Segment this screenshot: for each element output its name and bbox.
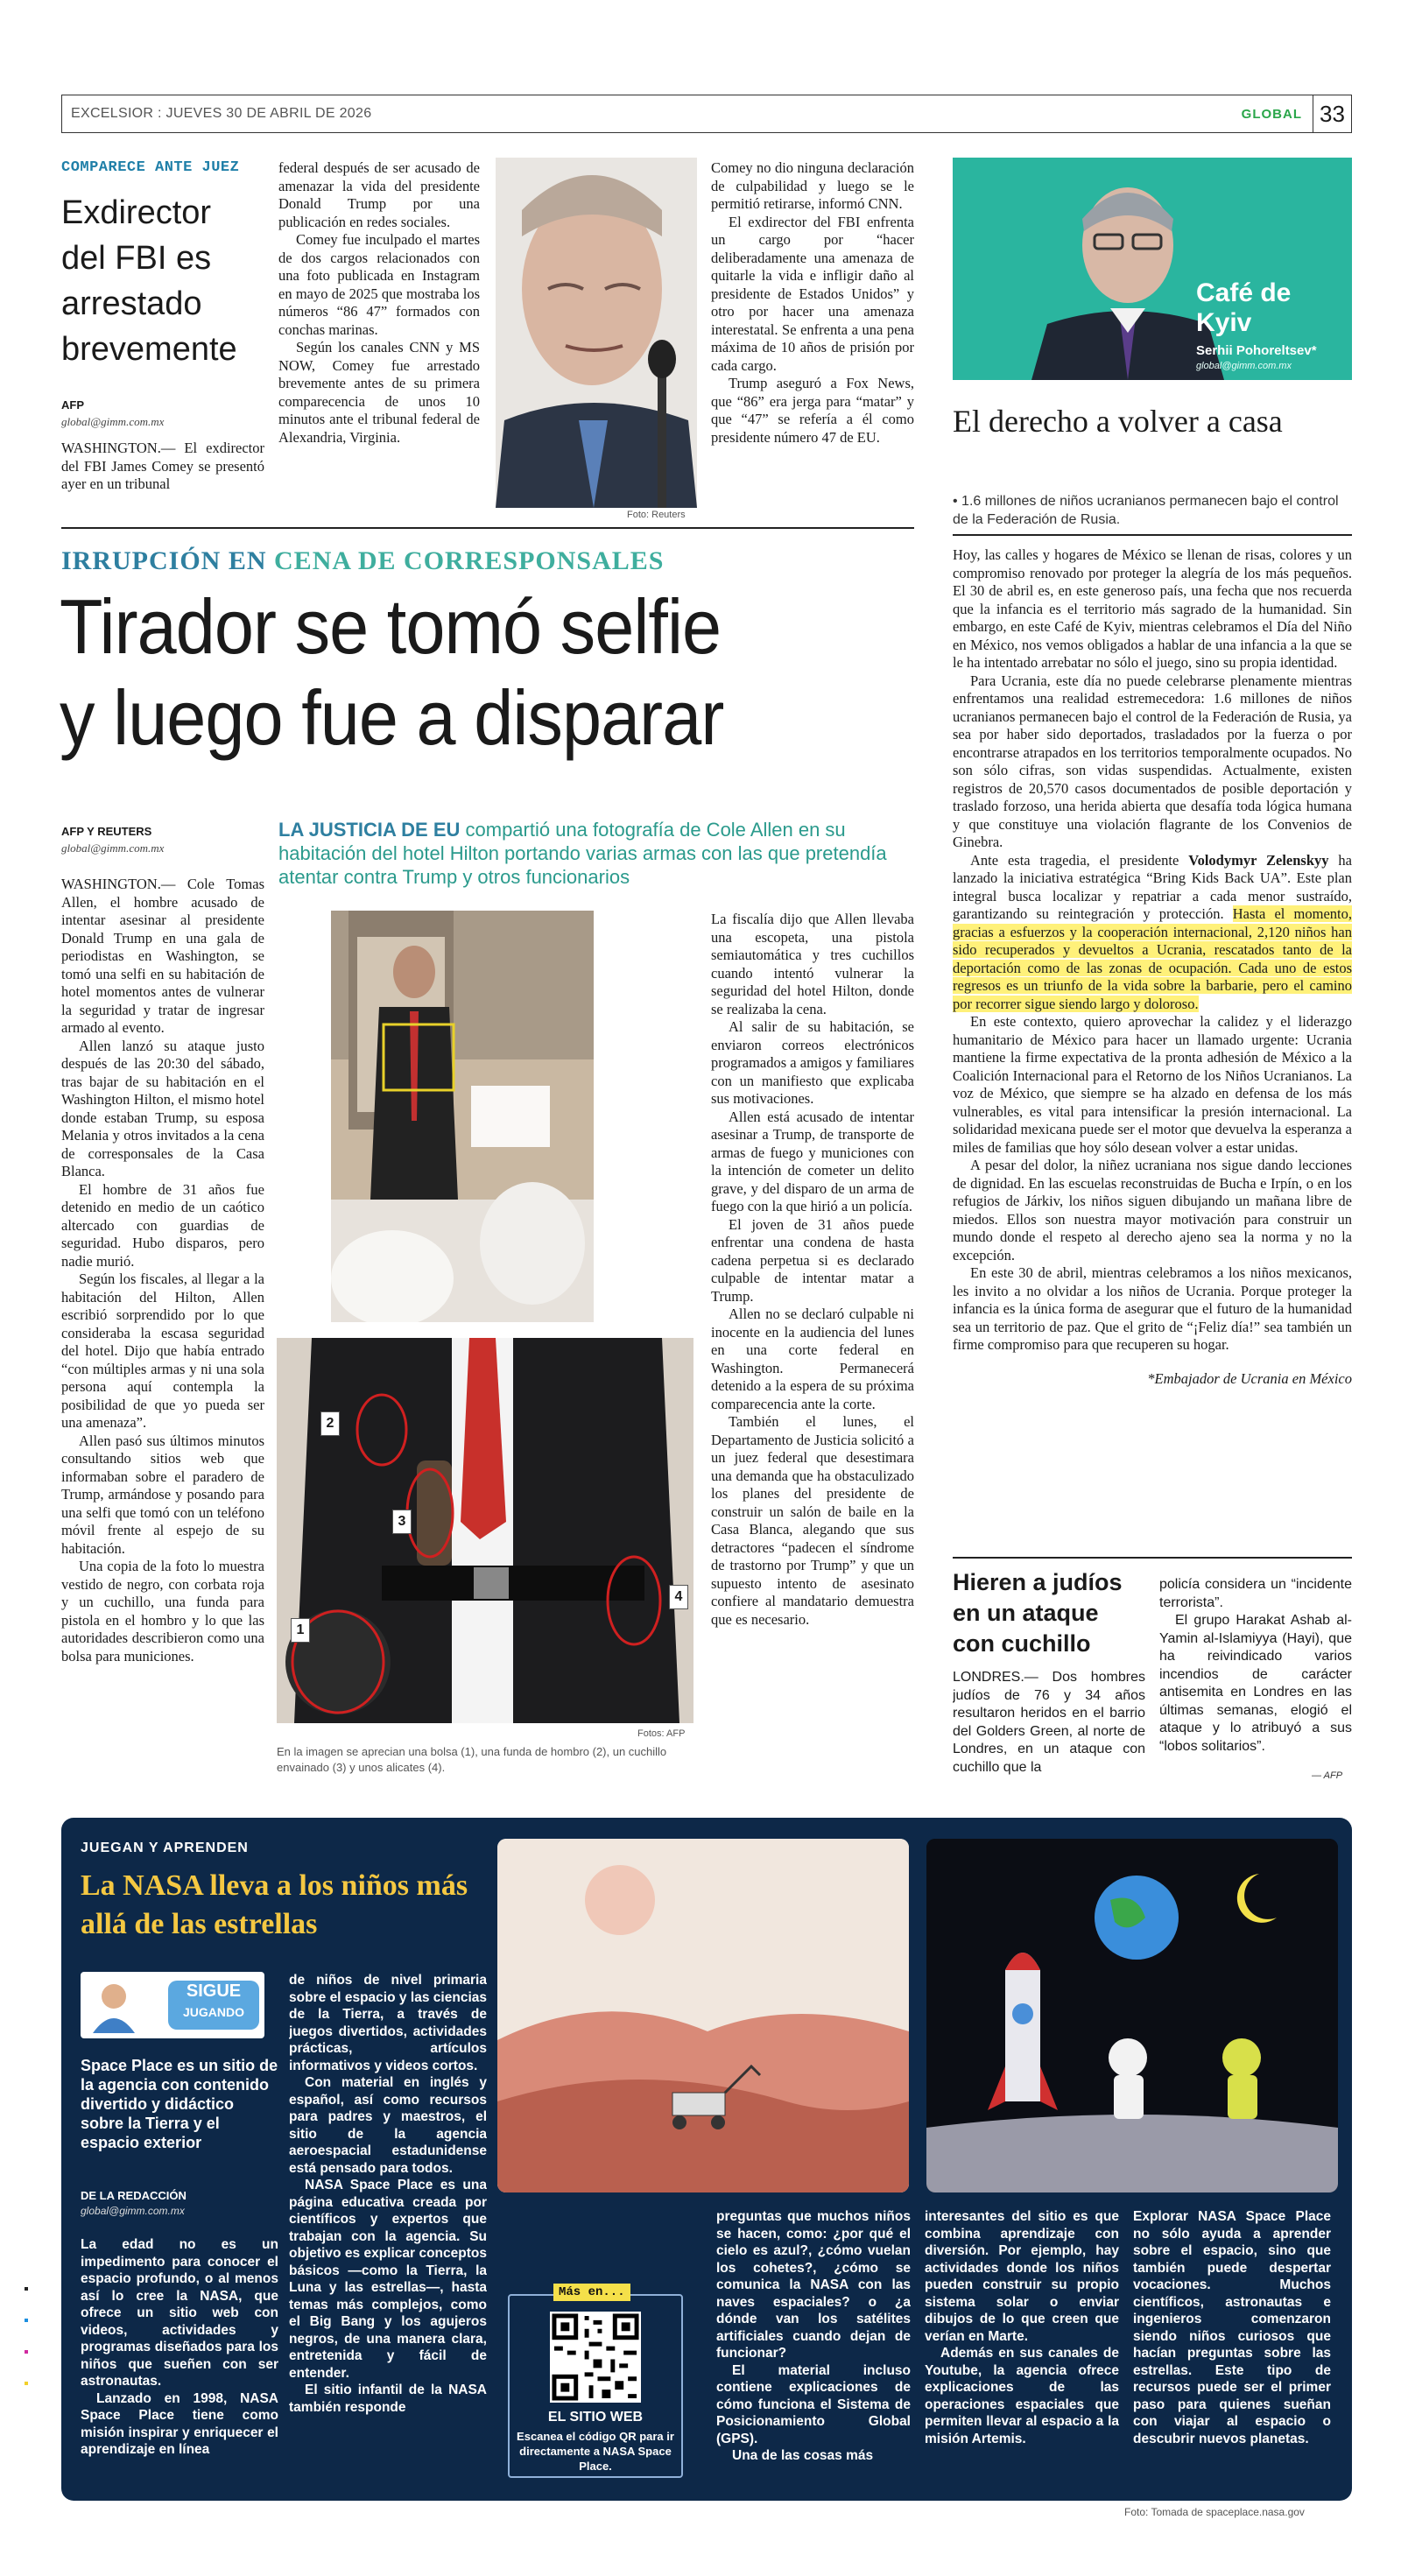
shooter-paragraph: También el lunes, el Departamento de Justicia solicitó a un juez federal que desestimara una demanda que ha obstaculizado los planes del presidente de construir un salón de baile en la Casa Blanca, alegando que sus detractores “padecen el síndrome de trastorno por Trump” y que un supuesto intento de asesinato confiere al mandatario demuestra que es necesario.	[711, 1413, 914, 1628]
london-paragraph: policía considera un “incidente terrorista”.	[1159, 1577, 1352, 1610]
comey-byline: AFP	[61, 398, 84, 412]
london-paragraph: El grupo Harakat Ashab al-Yamin al-Islamiyya (Hayi), que ha reivindicado varios incendios de carácter antisemita en Londres en las últimas semanas, elogió el ataque y lo atribuyó a sus “lobos solitarios”.	[1159, 1613, 1352, 1754]
opinion-column-name: Café de Kyiv	[1196, 278, 1292, 337]
page-header	[61, 95, 1352, 133]
shooter-paragraph: Allen está acusado de intentar asesinar a Trump, de transporte de armas de fuego y municiones con la intención de cometer un delito grave, y del disparo de un arma de fuego con la que hirió a un policía.	[711, 1108, 914, 1214]
comey-photo-credit: Foto: Reuters	[627, 510, 686, 520]
child-icon	[86, 1977, 142, 2033]
registration-dot	[25, 2382, 28, 2385]
shooter-subhead-text: compartió una fotografía de Cole Allen en su habitación del hotel Hilton portando varias armas con las que pretendía atentar contra Trump y otros funcionarios	[278, 819, 887, 888]
sigue-jugando-logo	[81, 1972, 264, 2038]
opinion-banner	[953, 158, 1352, 380]
opinion-name-bold: Volodymyr Zelenskyy	[1188, 851, 1329, 869]
nasa-col5	[925, 2208, 1119, 2488]
nasa-col1	[81, 2236, 278, 2481]
london-col2	[1159, 1576, 1352, 1777]
nasa-headline: La NASA lleva a los niños más allá de las estrellas	[81, 1869, 468, 1940]
comey-paragraph: El exdirector del FBI enfrenta un cargo por “hacer deliberadamente una amenaza de quitarle la vida e infligir daño al presidente de Estados Unidos” y otro por hacer una amenaza interestatal. Se enfrenta a una pena máxima de 10 años de prisión por cada cargo.	[711, 213, 914, 374]
comey-paragraph: federal después de ser acusado de amenazar la vida del presidente Donald Trump por una publicación en redes sociales.	[278, 159, 480, 230]
shooter-byline-block	[61, 825, 164, 855]
shooter-headline-line2: y luego fue a disparar	[60, 674, 724, 761]
shooter-kicker-b: CENA DE CORRESPONSALES	[274, 546, 665, 575]
logo-word-2: JUGANDO	[182, 2005, 244, 2019]
shooter-paragraph: Una copia de la foto lo muestra vestido de negro, con corbata roja y un cuchillo, una funda para pistola en el hombro y lo que las autoridades describieron como una bolsa para municiones.	[61, 1558, 264, 1665]
shooter-paragraph: El hombre de 31 años fue detenido en medio de un caótico altercado con guardias de seguridad. Hubo disparos, pero nadie murió.	[61, 1180, 264, 1270]
nasa-col4	[716, 2208, 911, 2488]
london-lead: LONDRES.— Dos hombres judíos de 76 y 34 años resultaron heridos en el barrio del Golders Green, al norte de Londres, en un ataque con cuchillo que la	[953, 1670, 1145, 1775]
marker-1: 1	[291, 1618, 310, 1643]
nasa-photo-credit: Foto: Tomada de spaceplace.nasa.gov	[1124, 2506, 1305, 2518]
comey-paragraph: Comey no dio ninguna declaración de culpabilidad y luego se le permitió retirarse, informó CNN.	[711, 159, 914, 212]
space-drawing	[926, 1839, 1338, 2192]
comey-paragraph: Comey fue inculpado el martes de dos cargos relacionados con una foto publicada en Instagram en mayo de 2025 que mostraba los números “86 47” formados con conchas marinas.	[278, 231, 480, 338]
shooter-kicker	[61, 546, 664, 576]
nasa-paragraph: interesantes del sitio es que combina aprendizaje con diversión. Por ejemplo, hay actividades donde los niños pueden construir su propio sistema solar o enviar dibujos de lo que creen que verían en Marte.	[925, 2209, 1119, 2344]
shooter-paragraph: WASHINGTON.— Cole Tomas Allen, el hombre acusado de intentar asesinar al presidente Donald Trump en una gala de periodistas en Washington, se tomó una selfi en su habitación de hotel momentos antes de vulnerar la seguridad y tratar de ingresar armado al evento.	[61, 876, 264, 1036]
shooter-paragraph: Al salir de su habitación, se enviaron correos electrónicos programados a amigos y familiares con un manifiesto que explicaba sus motivaciones.	[711, 1018, 914, 1107]
qr-code[interactable]	[550, 2312, 641, 2403]
nasa-feature-box	[61, 1818, 1352, 2501]
comey-paragraph: Según los canales CNN y MS NOW, Comey fue arrestado brevemente antes de su primera comparecencia de unos 10 minutos ante el tribunal federal de Alexandria, Virginia.	[278, 339, 480, 446]
marker-4: 4	[669, 1585, 688, 1609]
header-section: GLOBAL	[1241, 106, 1302, 122]
opinion-author: Serhii Pohoreltsev*	[1196, 343, 1317, 358]
author-portrait	[1031, 158, 1224, 380]
opinion-paragraph: Hoy, las calles y hogares de México se llenan de risas, colores y un compromiso renovado por proteger la alegría de los más pequeños. El 30 de abril es, en este generoso país, una fecha que nos recuerda que la infancia es el territorio más sagrado de la humanidad. Sin embargo, en este Café de Kyiv, mientras celebramos el Día del Niño en México, nos vemos obligados a hablar de una infancia a la que se le ha intentado arrebatar no sólo el juego, sino su propia identidad.	[953, 546, 1352, 671]
opinion-signature: *Embajador de Ucrania en México	[1147, 1369, 1352, 1387]
shooter-subhead	[278, 818, 891, 889]
shooter-headline-line1: Tirador se tomó selfie	[60, 583, 722, 670]
nasa-deck: Space Place es un sitio de la agencia con contenido divertido y didáctico sobre la Tierra y el espacio exterior	[81, 2057, 278, 2151]
selfie-photo	[331, 911, 594, 1322]
shooter-paragraph: Allen no se declaró culpable ni inocente en la audiencia del lunes en una corte federal en Washington. Permanecerá detenido a la espera de su próxima comparecencia ante la corte.	[711, 1306, 914, 1412]
comey-email: global@gimm.com.mx	[61, 415, 165, 428]
nasa-col2	[289, 1972, 487, 2488]
opinion-highlight: Hasta el momento, gracias a esfuerzos y la cooperación internacional, 2,120 niños han sido recuperados y devueltos a Ucrania, rescatados tanto de la deportación como de las zonas de ocupación. Cada uno de estos regresos es un triunfo de la vida sobre la barbarie, pero el camino por recorrer sigue siendo largo y doloroso.	[953, 905, 1352, 1012]
logo-word-1: SIGUE	[186, 1981, 242, 2001]
london-credit: — AFP	[1312, 1770, 1343, 1781]
opinion-paragraph: En este contexto, quiero aprovechar la calidez y el liderazgo humanitario de México para hacer un llamado urgente: Ucrania mantiene la firme expectativa de la pronta adhesión de México a la Coalición Internacional para el Retorno de los Niños Ucranianos. La voz de México, que siempre se ha alzado en defensa de los más vulnerables, es vital para intensificar la presión internacional. La solidaridad mexicana puede ser el motor que devuelva la esperanza a miles de familias que hoy sólo desean volver a estar unidas.	[953, 1013, 1352, 1156]
opinion-paragraph: En este 30 de abril, mientras celebramos a los niños mexicanos, les invito a no olvidar a los niños de Ucrania. Porque proteger la infancia es la única forma de asegurar que el futuro de la humanidad sea un territorio de paz. Que el grito de “¡Feliz día!” sea también un firme compromiso para que recuperen su hogar.	[953, 1264, 1352, 1353]
comey-headline: Exdirector del FBI es arrestado brevemente	[61, 194, 237, 368]
shooter-caption: En la imagen se aprecian una bolsa (1), una funda de hombro (2), un cuchillo envainado (3) y unos alicates (4).	[277, 1745, 667, 1774]
nasa-paragraph: Explorar NASA Space Place no sólo ayuda a aprender sobre el espacio, sino que también puede despertar vocaciones. Muchos científicos, astronautas e ingenieros comenzaron siendo niños curiosos que hacían preguntas sobre las estrellas. Este tipo de recursos puede ser el primer paso para quienes sueñan con viajar al espacio o descubrir nuevos planetas.	[1133, 2209, 1331, 2446]
comey-photo	[496, 158, 697, 508]
comey-paragraph: Trump aseguró a Fox News, que “86” era jerga para “matar” y que “47” se refería a él como presidente número 47 de EU.	[711, 375, 914, 446]
shooter-paragraph: La fiscalía dijo que Allen llevaba una escopeta, una pistola semiautomática y tres cuchillos cuando intentó vulnerar la seguridad del hotel Hilton, donde se realizaba la cena.	[711, 911, 914, 1017]
shooter-paragraph: Según los fiscales, al llegar a la habitación del Hilton, Allen escribió sorprendido por lo que consideraba la escasa seguridad del hotel. Dijo que había entrado “con múltiples armas y ni una sola persona aquí contempla la posibilidad de que yo pueda ser una amenaza”.	[61, 1270, 264, 1431]
marker-3: 3	[392, 1510, 412, 1534]
comey-col1	[61, 159, 264, 518]
comey-kicker: COMPARECE ANTE JUEZ	[61, 159, 240, 176]
opinion-email: global@gimm.com.mx	[1196, 361, 1292, 371]
shooter-headline	[60, 581, 723, 764]
shooter-paragraph: Allen lanzó su ataque justo después de las 20:30 del sábado, tras bajar de su habitación en el Washington Hilton, el mismo hotel donde estaban Trump, su esposa Melania y otros invitados a la cena de corresponsales de la Casa Blanca.	[61, 1037, 264, 1179]
comey-col2	[278, 159, 480, 518]
nasa-kicker: JUEGAN Y APRENDEN	[81, 1841, 249, 1855]
header-date: EXCELSIOR : JUEVES 30 DE ABRIL DE 2026	[71, 106, 372, 121]
opinion-bullet: • 1.6 millones de niños ucranianos permanecen bajo el control de la Federación de Rusia.	[953, 494, 1339, 527]
london-headline: Hieren a judíos en un ataque con cuchillo	[953, 1569, 1123, 1657]
weapons-photo	[277, 1338, 693, 1723]
divider	[953, 1557, 1352, 1559]
shooter-col3	[711, 911, 914, 1786]
shooter-col1	[61, 876, 264, 1786]
nasa-email: global@gimm.com.mx	[81, 2205, 185, 2217]
registration-dot	[25, 2319, 28, 2322]
nasa-paragraph: Una de las cosas más	[732, 2448, 874, 2463]
shooter-photo-credit: Fotos: AFP	[637, 1728, 686, 1739]
logo-badge	[168, 1981, 259, 2030]
page-number: 33	[1313, 95, 1351, 132]
nasa-col6	[1133, 2208, 1331, 2488]
registration-dot	[25, 2350, 28, 2354]
qr-callout	[508, 2285, 683, 2478]
shooter-paragraph: Allen pasó sus últimos minutos consultando sitios web que informaban sobre el paradero de Trump, armándose y posando para una selfi que tomó con un teléfono móvil frente al espejo de su habitación.	[61, 1432, 264, 1557]
nasa-paragraph: de niños de nivel primaria sobre el espacio y las ciencias de la Tierra, a través de juegos divertidos, actividades prácticas, artículos informativos y videos cortos.	[289, 1973, 487, 2073]
opinion-title: El derecho a volver a casa	[953, 404, 1283, 439]
nasa-paragraph: Además en sus canales de Youtube, la agencia ofrece explicaciones de las operaciones espaciales que permiten llevar al espacio a la misión Artemis.	[925, 2346, 1119, 2446]
nasa-paragraph: La edad no es un impedimento para conocer el espacio profundo, o al menos así lo cree la NASA, que ofrece un sitio web con videos, actividades y programas diseñados para los niños que sueñen con ser astronautas.	[81, 2237, 278, 2389]
opinion-paragraph: A pesar del dolor, la niñez ucraniana nos sigue dando lecciones de dignidad. En las escuelas reconstruidas de Bucha e Irpín, o en los refugios de Járkiv, los niños siguen dibujando un mañana libre de miedos. Ellos son nuestra mayor motivación para construir un mundo donde el respeto al derecho ajeno sea la norma y no la excepción.	[953, 1157, 1352, 1263]
shooter-kicker-a: IRRUPCIÓN EN	[61, 546, 267, 575]
divider	[953, 534, 1352, 536]
opinion-paragraph: Ante esta tragedia, el presidente Volodymyr Zelenskyy ha lanzado la iniciativa estratégica “Bring Kids Back UA”. Este plan integral busca localizar y repatriar a cada menor sustraído, garantizando su reintegración y protección. Hasta el momento, gracias a esfuerzos y la cooperación internacional, 2,120 niños han sido recuperados y devueltos a Ucrania, rescatados tanto de la deportación como de las zonas de ocupación. Cada uno de estos regresos es un triunfo de la vida sobre la barbarie, pero el camino por recorrer sigue siendo largo y doloroso.	[953, 851, 1352, 1012]
opinion-body	[953, 546, 1352, 1552]
nasa-paragraph: NASA Space Place es una página educativa creada por científicos y expertos que trabajan con la agencia. Su objetivo es explicar conceptos básicos —como la Tierra, la Luna y las estrellas—, hasta temas más complejos, como el Big Bang y los agujeros negros, de una manera clara, entretenida y fácil de entender.	[289, 2178, 487, 2381]
london-col1	[953, 1669, 1145, 1791]
nasa-paragraph: El sitio infantil de la NASA también responde	[289, 2382, 487, 2415]
comey-col4	[711, 159, 914, 518]
mars-drawing	[497, 1839, 909, 2192]
nasa-paragraph: preguntas que muchos niños se hacen, como: ¿por qué el cielo es azul?, ¿cómo vuelan los cohetes?, ¿cómo se comunica la NASA con las naves espaciales? o ¿a dónde van los satélites artificiales cuando dejan de funcionar?	[716, 2209, 911, 2361]
qr-label: Más en...	[553, 2284, 630, 2301]
qr-text: Escanea el código QR para ir directamente a NASA Space Place.	[517, 2430, 674, 2473]
shooter-byline: AFP Y REUTERS	[61, 825, 152, 838]
nasa-paragraph: El material incluso contiene explicaciones de cómo funciona el Sistema de Posicionamiento Global (GPS).	[716, 2362, 911, 2446]
opinion-paragraph: Para Ucrania, este día no puede celebrarse plenamente mientras enfrentamos una realidad estremecedora: 1.6 millones de niños ucranianos permanecen bajo el control de la Federación de Rusia, ya sea por haber sido deportados, trasladados por la fuerza o por encontrarse atrapados en los territorios temporalmente ocupados. No son sólo cifras, son vidas suspendidas. Actualmente, existen registros de 20,570 casos documentados de posible deportación y traslado forzoso, una herida abierta que desafía toda lógica humana y que constituye una violación flagrante de los Convenios de Ginebra.	[953, 672, 1352, 850]
shooter-paragraph: El joven de 31 años puede enfrentar una condena de hasta cadena perpetua si es declarado culpable de intentar matar a Trump.	[711, 1215, 914, 1305]
shooter-subhead-lead: LA JUSTICIA DE EU	[278, 819, 461, 841]
marker-2: 2	[320, 1411, 340, 1436]
nasa-byline: DE LA REDACCIÓN	[81, 2189, 187, 2202]
qr-title: EL SITIO WEB	[547, 2410, 644, 2425]
comey-lead: WASHINGTON.— El exdirector del FBI James Comey se presentó ayer en un tribunal	[61, 440, 264, 492]
registration-dot	[25, 2287, 28, 2291]
shooter-email: global@gimm.com.mx	[61, 841, 165, 855]
nasa-paragraph: Lanzado en 1998, NASA Space Place tiene como misión inspirar y enriquecer el aprendizaje en línea	[81, 2390, 278, 2457]
nasa-paragraph: Con material en inglés y español, así como recursos para padres y maestros, el sitio de la agencia aeroespacial estadunidense está pensado para todos.	[289, 2075, 487, 2176]
divider	[61, 527, 914, 529]
